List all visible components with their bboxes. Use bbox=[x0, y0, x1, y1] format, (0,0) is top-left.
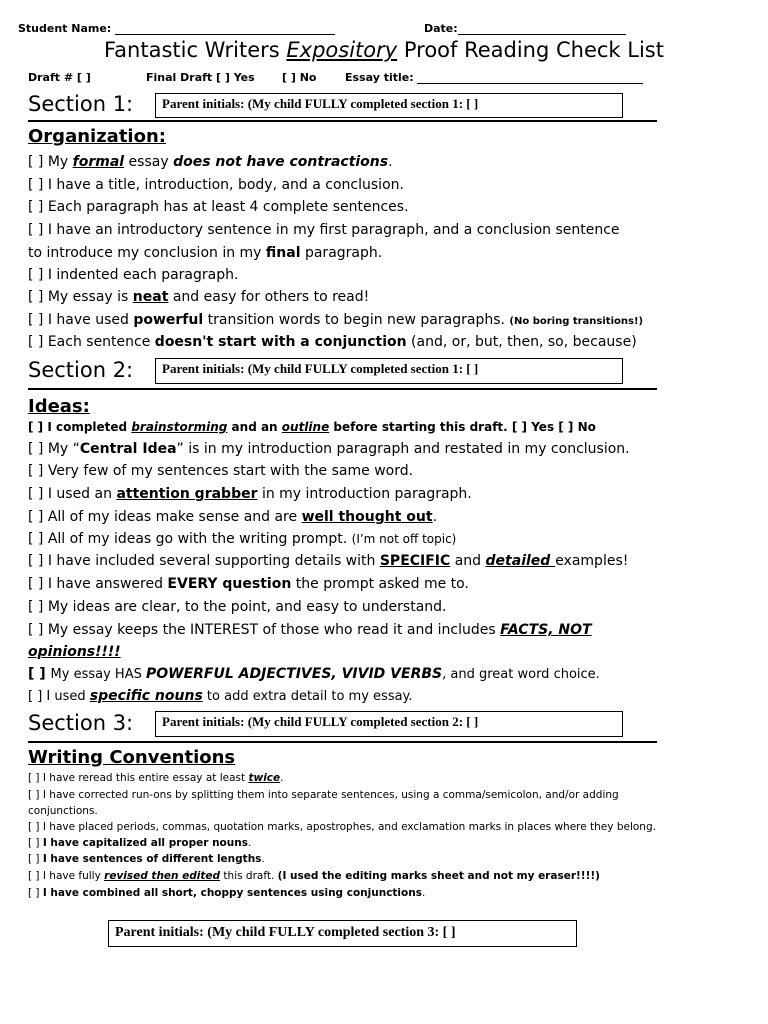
section-1-divider bbox=[28, 120, 657, 122]
ideas-item-3[interactable]: [ ] Very few of my sentences start with the same word. bbox=[28, 463, 414, 479]
conv-item-5[interactable]: [ ] I have sentences of different lengths. bbox=[28, 853, 265, 865]
section-3-parent-initials[interactable]: Parent initials: (My child FULLY completed section 2: [ ] bbox=[155, 711, 623, 737]
section-2-divider bbox=[28, 388, 657, 390]
ideas-item-1[interactable]: [ ] I completed brainstorming and an outline before starting this draft. [ ] Yes [ ] No bbox=[28, 420, 596, 434]
ideas-item-10[interactable]: [ ] My essay keeps the INTEREST of those who read it and includes FACTS, NOT bbox=[28, 622, 592, 638]
ideas-item-8[interactable]: [ ] I have answered EVERY question the prompt asked me to. bbox=[28, 576, 469, 592]
draft-number-label: Draft # [ ] bbox=[28, 71, 91, 84]
conv-item-1[interactable]: [ ] I have reread this entire essay at least twice. bbox=[28, 772, 284, 784]
ideas-item-6[interactable]: [ ] All of my ideas go with the writing prompt. (I’m not off topic) bbox=[28, 531, 457, 547]
org-item-4-cont: to introduce my conclusion in my final paragraph. bbox=[28, 245, 383, 261]
conv-item-3[interactable]: [ ] I have placed periods, commas, quotation marks, apostrophes, and exclamation marks in places where they belong. bbox=[28, 821, 656, 833]
section-2-parent-initials[interactable]: Parent initials: (My child FULLY completed section 1: [ ] bbox=[155, 358, 623, 384]
section-3-divider bbox=[28, 741, 657, 743]
student-name-line[interactable] bbox=[115, 34, 335, 35]
organization-heading: Organization: bbox=[28, 126, 166, 147]
section-1-heading: Section 1: bbox=[28, 92, 134, 116]
conv-item-2-cont: conjunctions. bbox=[28, 805, 98, 817]
essay-title-label: Essay title: bbox=[345, 71, 643, 84]
conv-item-7[interactable]: [ ] I have combined all short, choppy sentences using conjunctions. bbox=[28, 887, 426, 899]
ideas-item-5[interactable]: [ ] All of my ideas make sense and are well thought out. bbox=[28, 509, 438, 525]
section-1-parent-initials[interactable]: Parent initials: (My child FULLY completed section 1: [ ] bbox=[155, 93, 623, 118]
org-item-5[interactable]: [ ] I indented each paragraph. bbox=[28, 267, 239, 283]
page-title: Fantastic Writers Expository Proof Reading Check List bbox=[104, 38, 664, 62]
ideas-item-2[interactable]: [ ] My “Central Idea” is in my introduction paragraph and restated in my conclusion. bbox=[28, 441, 630, 457]
conv-item-6[interactable]: [ ] I have fully revised then edited this draft. (I used the editing marks sheet and not my eraser!!!!) bbox=[28, 870, 600, 882]
writing-conventions-heading: Writing Conventions bbox=[28, 747, 236, 768]
ideas-item-9[interactable]: [ ] My ideas are clear, to the point, and easy to understand. bbox=[28, 599, 447, 615]
essay-title-line[interactable] bbox=[417, 83, 643, 84]
section-2-heading: Section 2: bbox=[28, 358, 134, 382]
ideas-item-10-cont: opinions!!!! bbox=[28, 644, 121, 660]
date-line[interactable] bbox=[458, 34, 626, 35]
ideas-heading: Ideas: bbox=[28, 396, 90, 417]
section-3-heading: Section 3: bbox=[28, 711, 134, 735]
org-item-1[interactable]: [ ] My formal essay does not have contractions. bbox=[28, 154, 393, 170]
ideas-item-4[interactable]: [ ] I used an attention grabber in my introduction paragraph. bbox=[28, 486, 472, 502]
org-item-6[interactable]: [ ] My essay is neat and easy for others to read! bbox=[28, 289, 370, 305]
ideas-item-12[interactable]: [ ] I used specific nouns to add extra detail to my essay. bbox=[28, 688, 413, 704]
ideas-item-11[interactable]: [ ] My essay HAS POWERFUL ADJECTIVES, VIVID VERBS, and great word choice. bbox=[28, 666, 600, 682]
org-item-7[interactable]: [ ] I have used powerful transition words to begin new paragraphs. (No boring transitions!) bbox=[28, 312, 644, 328]
final-draft-no-label: [ ] No bbox=[282, 71, 317, 84]
org-item-3[interactable]: [ ] Each paragraph has at least 4 complete sentences. bbox=[28, 199, 409, 215]
final-draft-yes-label: Final Draft [ ] Yes bbox=[146, 71, 255, 84]
conv-item-2[interactable]: [ ] I have corrected run-ons by splitting them into separate sentences, using a comma/semicolon, and/or adding bbox=[28, 789, 619, 801]
ideas-item-7[interactable]: [ ] I have included several supporting details with SPECIFIC and detailed examples! bbox=[28, 553, 629, 569]
student-name-label: Student Name: bbox=[18, 22, 335, 35]
org-item-4[interactable]: [ ] I have an introductory sentence in my first paragraph, and a conclusion sentence bbox=[28, 222, 620, 238]
section-3-final-parent-initials[interactable]: Parent initials: (My child FULLY completed section 3: [ ] bbox=[108, 920, 577, 947]
org-item-8[interactable]: [ ] Each sentence doesn't start with a conjunction (and, or, but, then, so, because) bbox=[28, 334, 637, 350]
date-label: Date: bbox=[424, 22, 626, 35]
conv-item-4[interactable]: [ ] I have capitalized all proper nouns. bbox=[28, 837, 252, 849]
org-item-2[interactable]: [ ] I have a title, introduction, body, and a conclusion. bbox=[28, 177, 404, 193]
